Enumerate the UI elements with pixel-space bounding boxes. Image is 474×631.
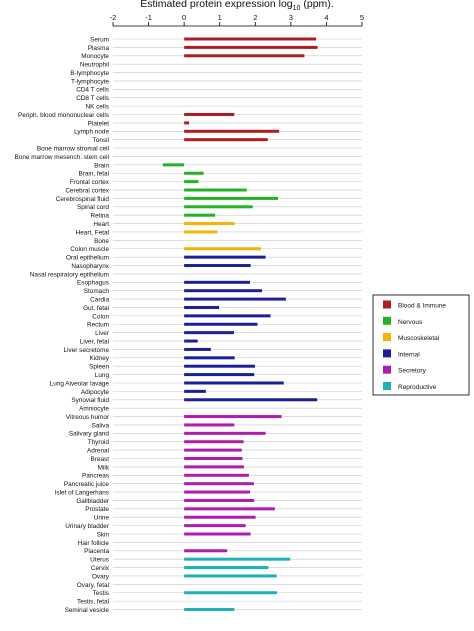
x-tick-label: 4 [324,13,329,22]
category-label: Prostate [85,506,109,514]
bar [184,457,242,460]
category-label: Liver secretome [63,346,109,354]
x-tick-label: -1 [145,13,152,22]
category-label: T-lymphocyte [70,78,109,86]
category-label: Ovary [91,573,109,581]
bar [184,574,276,577]
category-label: Periph. blood mononuclear cells [18,111,109,119]
bar [184,533,251,536]
bar [184,440,243,443]
legend-swatch [383,349,391,357]
x-axis-title-subscript: 10 [292,5,301,12]
category-label: Lung [94,372,109,379]
category-label: Bone marrow stromal cell [36,145,109,153]
bar [184,306,219,309]
category-label: Esophagus [77,279,109,287]
bar [184,423,234,426]
category-label: CD8 T cells [76,95,109,103]
legend-label: Internal [398,351,420,359]
bar [184,197,278,200]
bar [184,172,204,175]
category-label: Adrenal [86,447,109,455]
category-label: Monocyte [81,53,109,61]
bar [184,566,268,569]
bar [184,373,254,376]
category-label: Gallbladder [76,497,109,505]
bar [184,323,257,326]
category-label: Breast [90,455,109,463]
bar [184,474,249,477]
category-label: NK cells [85,103,109,111]
x-tick-label: 0 [182,13,187,22]
bar [184,189,247,192]
bar [184,499,254,502]
bar [184,256,265,259]
bar [184,230,217,233]
category-label: Seminal vesicle [64,606,109,614]
category-label: Platelet [87,120,109,128]
category-label: Colon [92,313,109,321]
legend-label: Blood & Immune [398,302,447,310]
bar [184,491,250,494]
category-label: Spinal cord [77,204,109,212]
legend-box [373,295,469,395]
category-label: Retina [90,212,109,220]
bar [184,549,227,552]
bar [184,398,317,401]
category-label: Colon muscle [70,246,109,254]
bar [184,264,251,267]
bar [184,222,235,225]
category-label: Salivary gland [68,430,109,438]
category-label: B-lymphocyte [70,69,109,77]
category-label: Lymph node [74,128,109,136]
bar [184,289,262,292]
category-label: Rectum [86,321,109,329]
category-label: Liver [95,330,109,338]
category-label: Lung Alveolar lavage [49,380,109,388]
category-label: Placenta [84,548,109,556]
x-axis-title-main: Estimated protein expression log [140,0,293,10]
category-label: Cardia [90,296,109,304]
bar [184,38,316,41]
legend-swatch [383,333,391,341]
legend-swatch [383,366,391,374]
category-label: Islet of Langerhans [54,489,109,497]
category-label: Testis, fetal [77,598,109,606]
x-tick-label: 2 [253,13,258,22]
category-label: Cervix [90,564,109,572]
x-tick-label: 3 [288,13,293,22]
bar [184,365,255,368]
bar [184,340,198,343]
bar [184,415,281,418]
legend-label: Muscoskeletal [398,335,440,343]
bar [184,516,255,519]
bar [184,214,215,217]
category-label: CD4 T cells [76,86,109,94]
category-label: Cerebral cortex [65,187,109,195]
bar [184,482,254,485]
category-label: Spleen [89,363,109,371]
bar [184,138,268,141]
category-label: Kidney [89,355,109,363]
category-label: Amniocyte [79,405,109,413]
category-label: Adipocyte [80,388,109,396]
category-label: Bone marrow mesench. stem cell [14,153,109,161]
bar [184,130,279,133]
category-label: Frontal cortex [69,179,109,187]
category-label: Liver, fetal [79,338,109,346]
bar [184,432,265,435]
bar [184,46,317,49]
category-label: Nasopharynx [71,262,109,270]
bar [163,163,184,166]
bar [184,507,275,510]
bar [184,608,234,611]
x-tick-label: -2 [109,13,117,22]
category-label: Serum [90,36,109,44]
x-tick-label: 1 [217,13,222,22]
category-label: Thyroid [87,439,109,447]
category-label: Saliva [91,422,109,430]
bar [184,314,270,317]
category-label: Nasal respiratory epithelium [29,271,109,279]
category-label: Hair follicle [77,539,109,547]
legend-label: Reproductive [398,384,437,391]
legend-swatch [383,382,391,390]
category-label: Plasma [87,44,109,52]
bar [184,298,286,301]
bar [184,205,253,208]
legend-label: Secretory [398,367,426,375]
bar [184,348,211,351]
bar [184,54,304,57]
category-label: Neutrophil [79,61,109,69]
category-label: Pancreatic juice [63,481,109,489]
category-label: Heart, Fetal [75,229,109,237]
legend [373,295,469,395]
bar [184,381,284,384]
category-label: Milk [97,464,109,472]
bar [184,281,250,284]
bar [184,247,261,250]
category-label: Urinary bladder [65,523,109,531]
bar [184,524,246,527]
category-label: Vitreous humor [65,413,109,421]
category-label: Synovial fluid [71,397,109,405]
category-label: Brain [94,162,109,170]
category-label: Gut, fetal [83,304,109,312]
category-label: Ovary, fetal [76,581,109,589]
x-tick-label: 5 [359,13,365,22]
bar [184,331,234,334]
category-label: Tonsil [92,137,109,145]
x-axis-title-tail: (ppm). [300,0,334,10]
bar [184,591,277,594]
category-label: Cerebrospinal fluid [55,195,109,203]
bar [184,121,189,124]
category-label: Skin [96,531,109,539]
category-label: Brain, fetal [78,170,109,178]
legend-swatch [383,317,391,325]
bar [184,449,242,452]
bar [184,180,198,183]
bar [184,356,235,359]
category-label: Pancreas [82,472,109,480]
category-label: Urine [93,514,109,522]
category-label: Oral epithelium [66,254,109,262]
bar [184,113,234,116]
legend-swatch [383,301,391,309]
category-label: Stomach [83,288,109,296]
bar [184,390,206,393]
x-axis-ticks [110,13,364,26]
category-label: Bone [94,237,109,245]
legend-label: Nervous [398,318,423,326]
category-label: Uterus [90,556,109,564]
bar [184,465,244,468]
category-labels [15,36,110,614]
category-label: Testis [92,590,109,598]
x-axis-title [140,0,333,12]
bar [184,558,290,561]
category-label: Heart [93,220,109,228]
